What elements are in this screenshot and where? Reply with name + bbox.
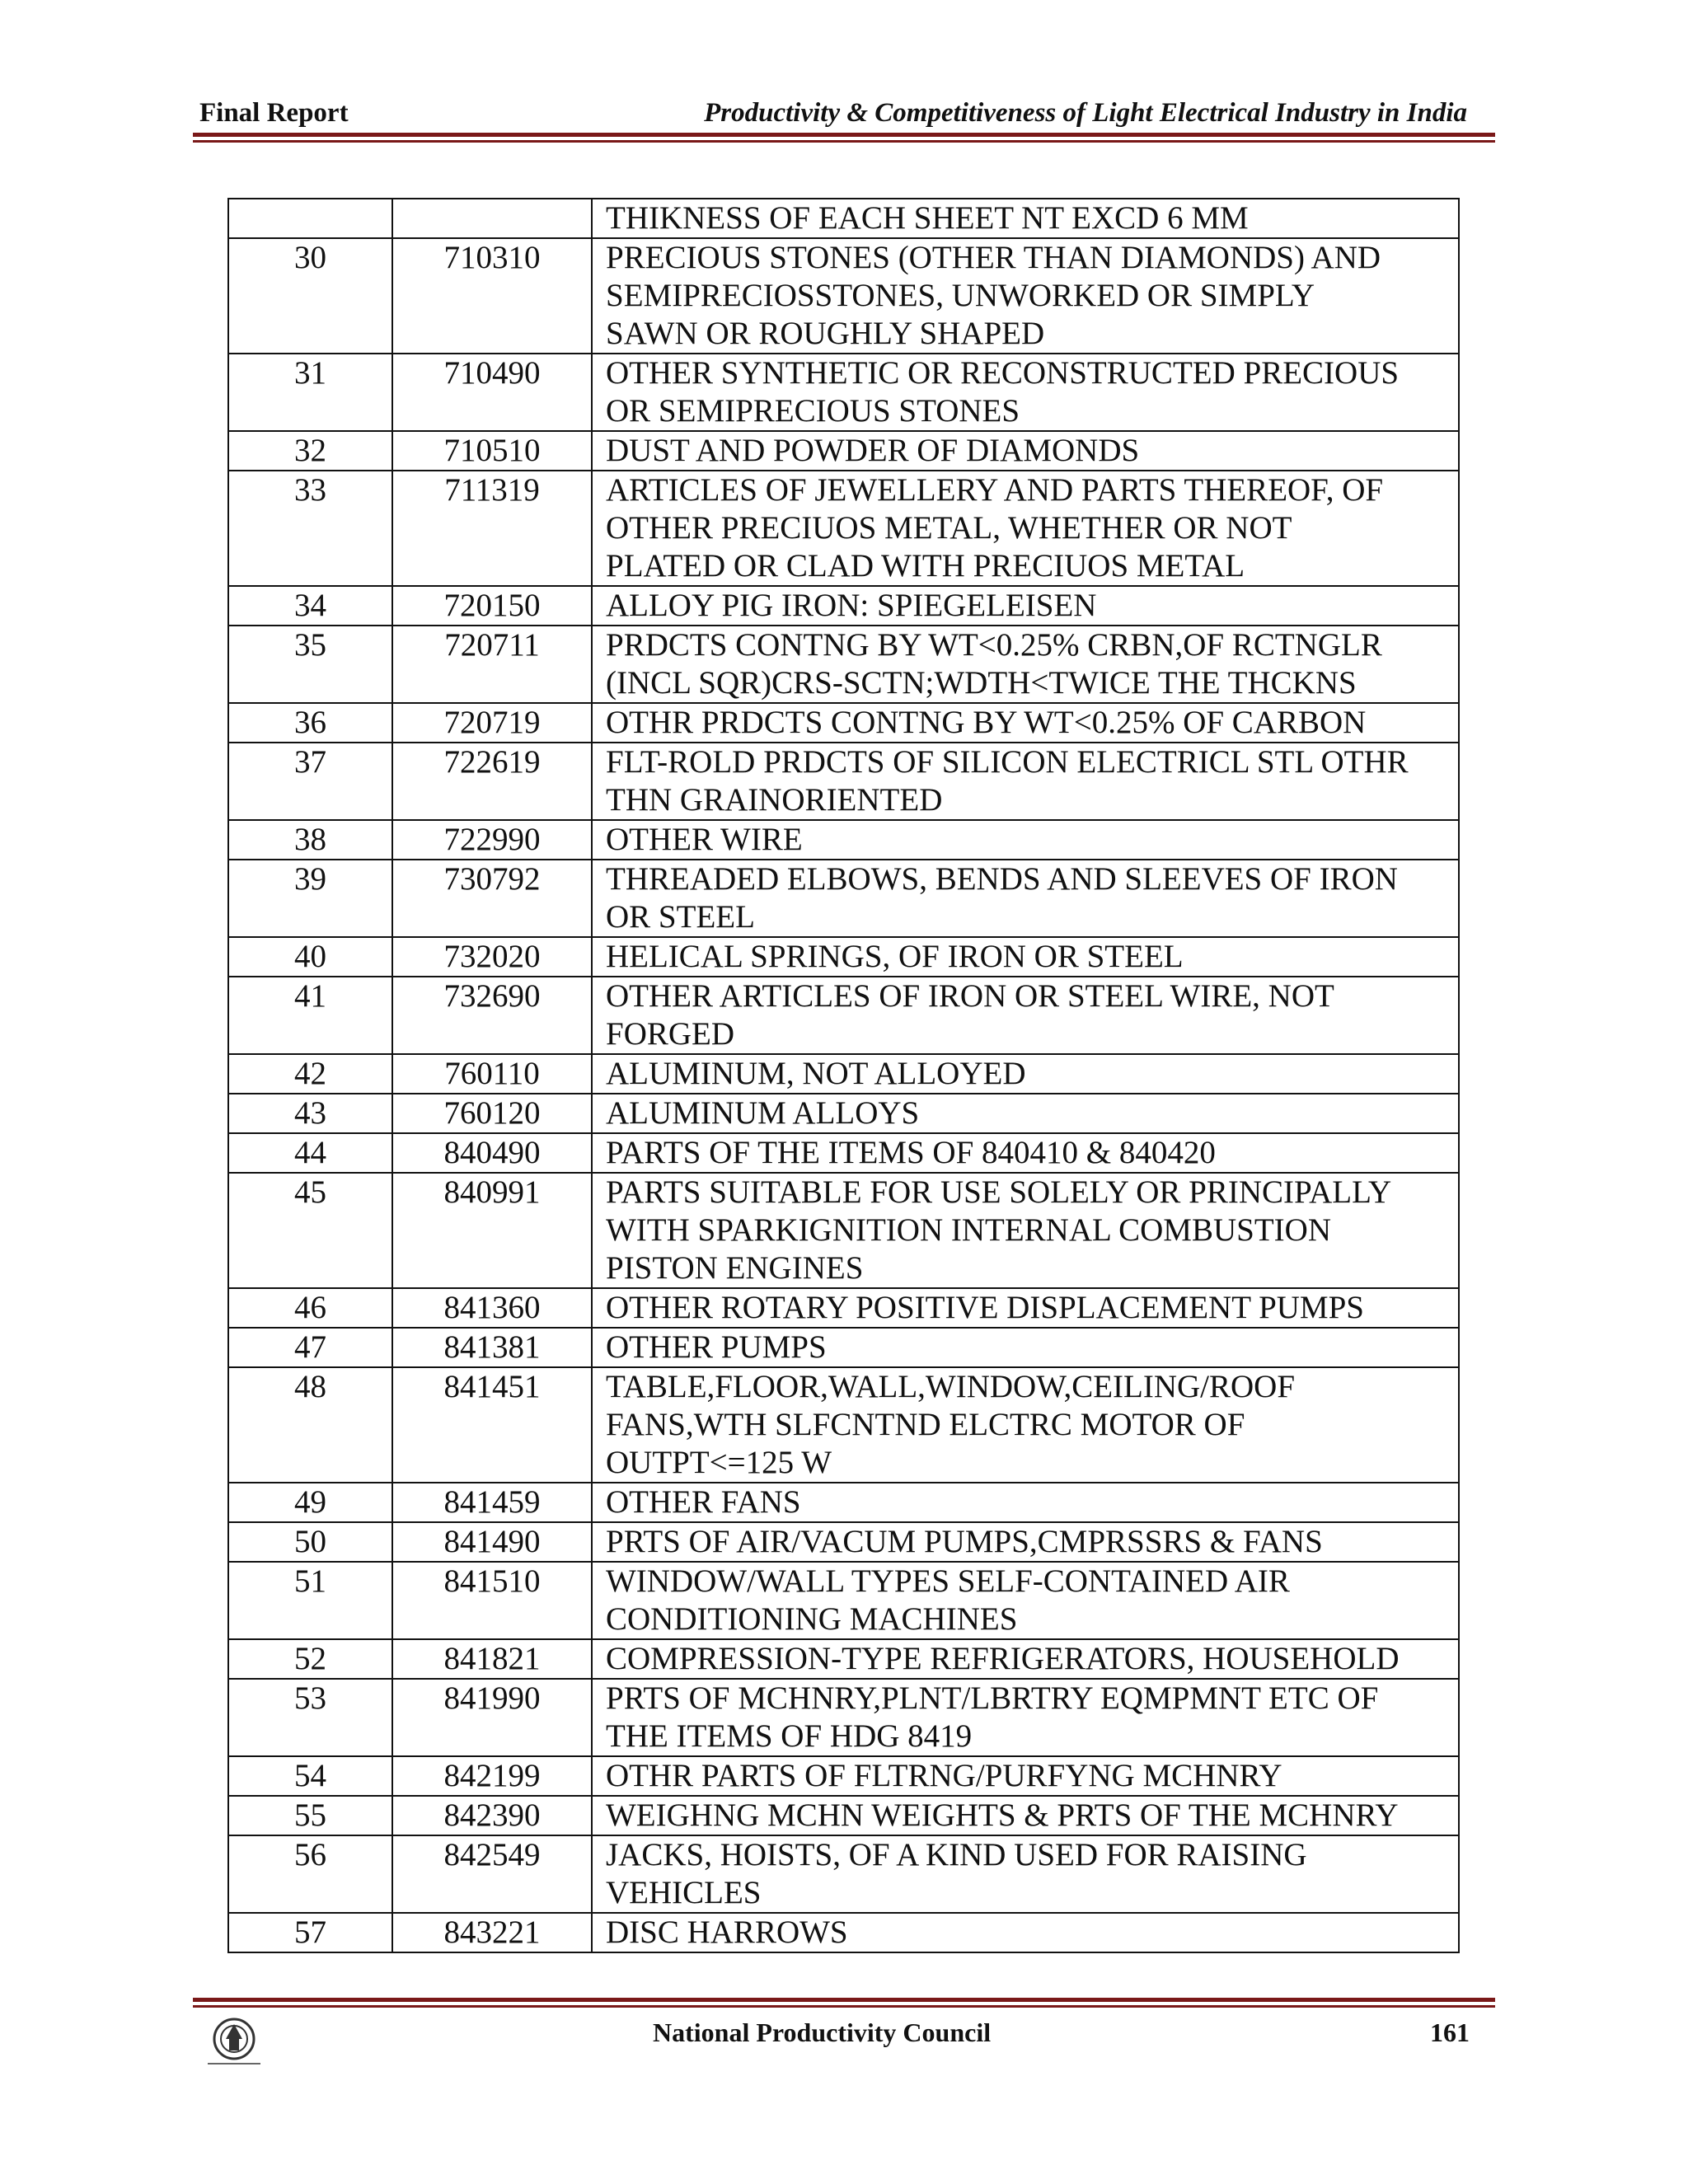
hs-code-cell: 732020 bbox=[392, 937, 592, 977]
description-line: THIKNESS OF EACH SHEET NT EXCD 6 MM bbox=[606, 200, 1249, 236]
hs-code-cell: 843221 bbox=[392, 1913, 592, 1952]
table-row bbox=[228, 1796, 1459, 1835]
hs-code-cell: 842390 bbox=[392, 1796, 592, 1835]
description-cell bbox=[592, 1054, 1459, 1094]
table-row bbox=[228, 1367, 1459, 1483]
hs-code-cell: 760120 bbox=[392, 1094, 592, 1133]
hs-code-cell: 720719 bbox=[392, 703, 592, 743]
description-cell bbox=[592, 1913, 1459, 1952]
description-line: ALUMINUM ALLOYS bbox=[606, 1095, 920, 1131]
description-line: PRECIOUS STONES (OTHER THAN DIAMONDS) AND bbox=[606, 240, 1381, 275]
description-line: OTHER PUMPS bbox=[606, 1329, 827, 1365]
serial-number-cell: 35 bbox=[228, 626, 392, 703]
description-cell bbox=[592, 471, 1459, 586]
table-row bbox=[228, 743, 1459, 820]
hs-code-cell: 841360 bbox=[392, 1288, 592, 1328]
description-line: OTHER ARTICLES OF IRON OR STEEL WIRE, NOT bbox=[606, 978, 1334, 1014]
serial-number-cell: 32 bbox=[228, 431, 392, 471]
description-cell bbox=[592, 431, 1459, 471]
table-row bbox=[228, 977, 1459, 1054]
serial-number-cell: 36 bbox=[228, 703, 392, 743]
table-row bbox=[228, 860, 1459, 937]
description-line: WINDOW/WALL TYPES SELF-CONTAINED AIR bbox=[606, 1563, 1290, 1599]
table-row bbox=[228, 199, 1459, 238]
description-cell bbox=[592, 703, 1459, 743]
table-row bbox=[228, 471, 1459, 586]
serial-number-cell: 47 bbox=[228, 1328, 392, 1367]
table-row bbox=[228, 1679, 1459, 1756]
description-line: OTHER ROTARY POSITIVE DISPLACEMENT PUMPS bbox=[606, 1290, 1364, 1325]
description-line: JACKS, HOISTS, OF A KIND USED FOR RAISING bbox=[606, 1837, 1307, 1872]
description-line: PARTS SUITABLE FOR USE SOLELY OR PRINCIPALLY bbox=[606, 1174, 1392, 1210]
description-line: WITH SPARKIGNITION INTERNAL COMBUSTION bbox=[606, 1212, 1331, 1248]
description-line: HELICAL SPRINGS, OF IRON OR STEEL bbox=[606, 939, 1184, 974]
serial-number-cell: 44 bbox=[228, 1133, 392, 1173]
description-cell bbox=[592, 1288, 1459, 1328]
description-cell bbox=[592, 586, 1459, 626]
hs-code-cell: 722619 bbox=[392, 743, 592, 820]
description-cell bbox=[592, 1328, 1459, 1367]
hs-code-cell bbox=[392, 199, 592, 238]
description-cell bbox=[592, 238, 1459, 354]
description-cell bbox=[592, 1679, 1459, 1756]
description-line: OTHER SYNTHETIC OR RECONSTRUCTED PRECIOUS bbox=[606, 355, 1400, 391]
hs-code-cell: 841381 bbox=[392, 1328, 592, 1367]
description-line: (INCL SQR)CRS-SCTN;WDTH<TWICE THE THCKNS bbox=[606, 665, 1357, 701]
serial-number-cell: 46 bbox=[228, 1288, 392, 1328]
header-rule-thin bbox=[193, 140, 1495, 143]
table-body bbox=[228, 199, 1459, 1952]
serial-number-cell: 52 bbox=[228, 1639, 392, 1679]
description-cell bbox=[592, 1133, 1459, 1173]
hs-code-cell: 841821 bbox=[392, 1639, 592, 1679]
hs-code-cell: 710490 bbox=[392, 354, 592, 431]
serial-number-cell: 57 bbox=[228, 1913, 392, 1952]
serial-number-cell bbox=[228, 199, 392, 238]
description-line: OTHR PARTS OF FLTRNG/PURFYNG MCHNRY bbox=[606, 1758, 1282, 1793]
hs-code-table bbox=[227, 198, 1460, 1953]
header-left: Final Report bbox=[199, 98, 349, 128]
description-line: CONDITIONING MACHINES bbox=[606, 1601, 1018, 1637]
table-row bbox=[228, 1522, 1459, 1562]
table-row bbox=[228, 1288, 1459, 1328]
description-line: THREADED ELBOWS, BENDS AND SLEEVES OF IRON bbox=[606, 861, 1398, 897]
description-cell bbox=[592, 937, 1459, 977]
hs-code-cell: 840991 bbox=[392, 1173, 592, 1288]
description-line: PLATED OR CLAD WITH PRECIUOS METAL bbox=[606, 548, 1245, 583]
serial-number-cell: 41 bbox=[228, 977, 392, 1054]
hs-code-cell: 841990 bbox=[392, 1679, 592, 1756]
serial-number-cell: 30 bbox=[228, 238, 392, 354]
description-line: SAWN OR ROUGHLY SHAPED bbox=[606, 316, 1045, 351]
serial-number-cell: 55 bbox=[228, 1796, 392, 1835]
footer-rule-thin bbox=[193, 2005, 1495, 2008]
hs-code-cell: 841459 bbox=[392, 1483, 592, 1522]
hs-code-cell: 732690 bbox=[392, 977, 592, 1054]
description-line: DISC HARROWS bbox=[606, 1915, 848, 1950]
npc-logo-icon bbox=[196, 2014, 279, 2097]
description-line: COMPRESSION-TYPE REFRIGERATORS, HOUSEHOLD bbox=[606, 1641, 1400, 1676]
description-cell bbox=[592, 1639, 1459, 1679]
description-line: ARTICLES OF JEWELLERY AND PARTS THEREOF, OF bbox=[606, 472, 1384, 508]
description-line: TABLE,FLOOR,WALL,WINDOW,CEILING/ROOF bbox=[606, 1369, 1296, 1404]
serial-number-cell: 49 bbox=[228, 1483, 392, 1522]
hs-code-cell: 842549 bbox=[392, 1835, 592, 1913]
table-row bbox=[228, 1054, 1459, 1094]
description-line: OTHER FANS bbox=[606, 1484, 801, 1520]
description-line: ALLOY PIG IRON: SPIEGELEISEN bbox=[606, 588, 1097, 623]
hs-code-cell: 720150 bbox=[392, 586, 592, 626]
description-cell bbox=[592, 354, 1459, 431]
hs-code-cell: 710510 bbox=[392, 431, 592, 471]
hs-code-cell: 722990 bbox=[392, 820, 592, 860]
table-row bbox=[228, 1639, 1459, 1679]
description-line: OR SEMIPRECIOUS STONES bbox=[606, 393, 1020, 429]
table-row bbox=[228, 703, 1459, 743]
description-line: OR STEEL bbox=[606, 899, 755, 935]
description-line: THE ITEMS OF HDG 8419 bbox=[606, 1718, 973, 1754]
description-cell bbox=[592, 1522, 1459, 1562]
description-cell bbox=[592, 860, 1459, 937]
description-cell bbox=[592, 1756, 1459, 1796]
serial-number-cell: 50 bbox=[228, 1522, 392, 1562]
serial-number-cell: 54 bbox=[228, 1756, 392, 1796]
hs-code-cell: 840490 bbox=[392, 1133, 592, 1173]
serial-number-cell: 37 bbox=[228, 743, 392, 820]
description-line: SEMIPRECIOSSTONES, UNWORKED OR SIMPLY bbox=[606, 278, 1315, 313]
description-cell bbox=[592, 199, 1459, 238]
hs-code-cell: 841490 bbox=[392, 1522, 592, 1562]
description-cell bbox=[592, 743, 1459, 820]
description-line: PRDCTS CONTNG BY WT<0.25% CRBN,OF RCTNGLR bbox=[606, 627, 1382, 663]
hs-code-cell: 841451 bbox=[392, 1367, 592, 1483]
description-line: PARTS OF THE ITEMS OF 840410 & 840420 bbox=[606, 1135, 1216, 1170]
description-cell bbox=[592, 1483, 1459, 1522]
page-number: 161 bbox=[1430, 2018, 1470, 2047]
serial-number-cell: 45 bbox=[228, 1173, 392, 1288]
hs-code-cell: 720711 bbox=[392, 626, 592, 703]
serial-number-cell: 56 bbox=[228, 1835, 392, 1913]
footer-rule-thick bbox=[193, 1998, 1495, 2002]
description-line: OTHER WIRE bbox=[606, 822, 803, 857]
serial-number-cell: 31 bbox=[228, 354, 392, 431]
description-cell bbox=[592, 1796, 1459, 1835]
hs-code-cell: 730792 bbox=[392, 860, 592, 937]
description-line: OTHER PRECIUOS METAL, WHETHER OR NOT bbox=[606, 510, 1292, 546]
description-cell bbox=[592, 1367, 1459, 1483]
description-cell bbox=[592, 626, 1459, 703]
table-row bbox=[228, 238, 1459, 354]
serial-number-cell: 38 bbox=[228, 820, 392, 860]
description-line: OTHR PRDCTS CONTNG BY WT<0.25% OF CARBON bbox=[606, 705, 1367, 740]
serial-number-cell: 53 bbox=[228, 1679, 392, 1756]
description-line: OUTPT<=125 W bbox=[606, 1445, 832, 1480]
description-line: PISTON ENGINES bbox=[606, 1250, 864, 1286]
table-row bbox=[228, 1756, 1459, 1796]
hs-code-cell: 711319 bbox=[392, 471, 592, 586]
table-row bbox=[228, 1328, 1459, 1367]
table-row bbox=[228, 354, 1459, 431]
description-line: ALUMINUM, NOT ALLOYED bbox=[606, 1056, 1026, 1091]
table-row bbox=[228, 1483, 1459, 1522]
table-row bbox=[228, 937, 1459, 977]
description-line: FANS,WTH SLFCNTND ELCTRC MOTOR OF bbox=[606, 1407, 1245, 1442]
table-row bbox=[228, 586, 1459, 626]
description-line: VEHICLES bbox=[606, 1875, 762, 1910]
table-row bbox=[228, 1835, 1459, 1913]
description-line: WEIGHNG MCHN WEIGHTS & PRTS OF THE MCHNRY bbox=[606, 1797, 1399, 1833]
header-title: Productivity & Competitiveness of Light Electrical Industry in India bbox=[704, 98, 1467, 128]
hs-code-cell: 841510 bbox=[392, 1562, 592, 1639]
description-line: DUST AND POWDER OF DIAMONDS bbox=[606, 433, 1140, 468]
serial-number-cell: 42 bbox=[228, 1054, 392, 1094]
description-line: THN GRAINORIENTED bbox=[606, 782, 943, 818]
footer-organization: National Productivity Council bbox=[653, 2018, 992, 2047]
table-row bbox=[228, 1133, 1459, 1173]
table-row bbox=[228, 626, 1459, 703]
description-cell bbox=[592, 1562, 1459, 1639]
serial-number-cell: 33 bbox=[228, 471, 392, 586]
description-line: PRTS OF MCHNRY,PLNT/LBRTRY EQMPMNT ETC OF bbox=[606, 1680, 1379, 1716]
description-cell bbox=[592, 1173, 1459, 1288]
hs-code-cell: 710310 bbox=[392, 238, 592, 354]
description-line: PRTS OF AIR/VACUM PUMPS,CMPRSSRS & FANS bbox=[606, 1524, 1323, 1559]
table-row bbox=[228, 1913, 1459, 1952]
serial-number-cell: 48 bbox=[228, 1367, 392, 1483]
serial-number-cell: 40 bbox=[228, 937, 392, 977]
table-row bbox=[228, 431, 1459, 471]
description-line: FLT-ROLD PRDCTS OF SILICON ELECTRICL STL OTHR bbox=[606, 744, 1409, 780]
hs-code-cell: 842199 bbox=[392, 1756, 592, 1796]
table-row bbox=[228, 1562, 1459, 1639]
table-row bbox=[228, 1094, 1459, 1133]
table-row bbox=[228, 820, 1459, 860]
serial-number-cell: 51 bbox=[228, 1562, 392, 1639]
serial-number-cell: 34 bbox=[228, 586, 392, 626]
serial-number-cell: 43 bbox=[228, 1094, 392, 1133]
description-line: FORGED bbox=[606, 1016, 735, 1052]
table-row bbox=[228, 1173, 1459, 1288]
description-cell bbox=[592, 977, 1459, 1054]
description-cell bbox=[592, 1835, 1459, 1913]
header-rule-thick bbox=[193, 133, 1495, 137]
serial-number-cell: 39 bbox=[228, 860, 392, 937]
hs-code-cell: 760110 bbox=[392, 1054, 592, 1094]
description-cell bbox=[592, 820, 1459, 860]
description-cell bbox=[592, 1094, 1459, 1133]
